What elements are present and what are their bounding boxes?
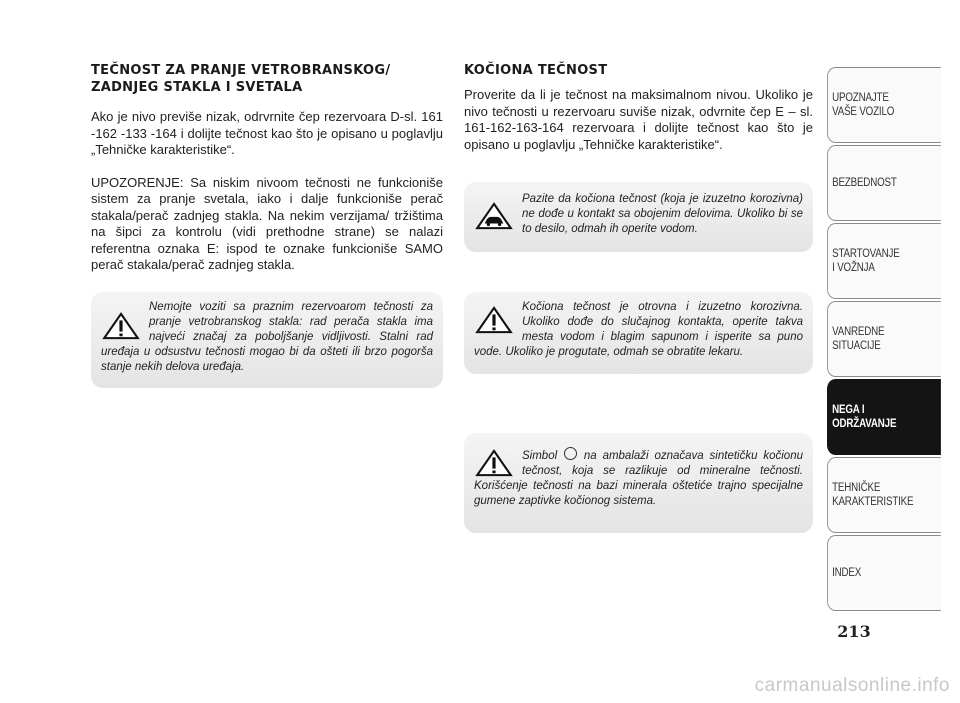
synthetic-fluid-warning-box: [464, 433, 813, 533]
warning-triangle-icon: [474, 449, 514, 477]
synthetic-brake-fluid-symbol-icon: [564, 447, 577, 460]
tab-index[interactable]: INDEX: [827, 535, 941, 611]
brake-fluid-heading: KOČIONA TEČNOST: [464, 63, 608, 78]
synthetic-fluid-description: na ambalaži označava sintetičku kočionu tečnost, koja se razlikuje od mineralne tečnosti. Korišćenje tečnosti na bazi minerala oštetiće trajno specijalne gumene zaptivke kočionog sistema.: [474, 450, 803, 507]
tab-nega-i-odrzavanje[interactable]: NEGA I ODRŽAVANJE: [827, 379, 941, 455]
washer-fluid-warning-box: [91, 292, 443, 388]
washer-fluid-warning-text: Nemojte voziti sa praznim rezervoarom tečnosti za pranje vetrobranskog stakla: rad perača stakla ima najveći značaj za poboljšanje vidljivosti. Stalni rad uređaja u odsustvu tečnosti mogao bi da ošteti ili brzo pogorša stanje nekih delova uređaja.: [101, 301, 433, 373]
washer-fluid-heading: TEČNOST ZA PRANJE VETROBRANSKOG/ ZADNJEG STAKLA I SVETALA: [91, 63, 391, 95]
tab-bezbednost[interactable]: BEZBEDNOST: [827, 145, 941, 221]
warning-triangle-icon: [101, 312, 141, 340]
tab-startovanje-i-voznja[interactable]: STARTOVANJE I VOŽNJA: [827, 223, 941, 299]
brake-fluid-paragraph: Proverite da li je tečnost na maksimalnom nivou. Ukoliko je nivo tečnosti u rezervoaru suviše nizak, odvrnite čep E – sl. 161-162-163-164 rezervoara i dolijte tečnost kao što je opisano u poglavlju „Tehničke karakteristike“.: [464, 87, 813, 152]
warning-triangle-icon: [474, 306, 514, 334]
brake-fluid-paint-warning-box: [464, 182, 813, 252]
right-column: [464, 62, 813, 153]
symbol-word: Simbol: [522, 450, 558, 462]
tab-tehnicke-karakteristike[interactable]: TEHNIČKE KARAKTERISTIKE: [827, 457, 941, 533]
tab-upoznajte-vase-vozilo[interactable]: UPOZNAJTE VAŠE VOZILO: [827, 67, 941, 143]
brake-fluid-toxic-warning-text: Kočiona tečnost je otrovna i izuzetno korozivna. Ukoliko dođe do slučajnog kontakta, operite takva mesta vodom i blagim sapunom i isperite sa puno vode. Ukoliko je progutate, odmah se obratite lekaru.: [474, 301, 803, 358]
brake-fluid-paint-warning-text: Pazite da kočiona tečnost (koja je izuzetno korozivna) ne dođe u kontakt sa obojenim delovima. Ukoliko bi se to desilo, odmah ih operite vodom.: [522, 193, 803, 235]
car-paint-icon: [474, 202, 514, 230]
brake-fluid-toxic-warning-box: [464, 292, 813, 374]
tab-vanredne-situacije[interactable]: VANREDNE SITUACIJE: [827, 301, 941, 377]
left-column: [91, 62, 443, 274]
page-number: 213: [837, 622, 871, 641]
washer-fluid-paragraph: Ako je nivo previše nizak, odrvrnite čep rezervoara D-sl. 161 -162 -133 -164 i dolijte tečnost kao što je opisano u poglavlju „Tehničke karakteristike“.: [91, 109, 443, 157]
synthetic-fluid-warning-text: [474, 447, 803, 509]
washer-fluid-note: UPOZORENJE: Sa niskim nivoom tečnosti ne funkcioniše sistem za pranje svetala, iako i dalje funkcioniše perač stakala/perač zadnjeg stakla. Na nekim verzijama/ tržištima na šipci za kontrolu (vidi prethodne strane) se nalazi referentna oznaka E: ispod te oznake funkcioniše SAMO perač stakala/perač zadnjeg stakla.: [91, 174, 443, 272]
footer-watermark[interactable]: carmanualsonline.info: [754, 675, 950, 696]
